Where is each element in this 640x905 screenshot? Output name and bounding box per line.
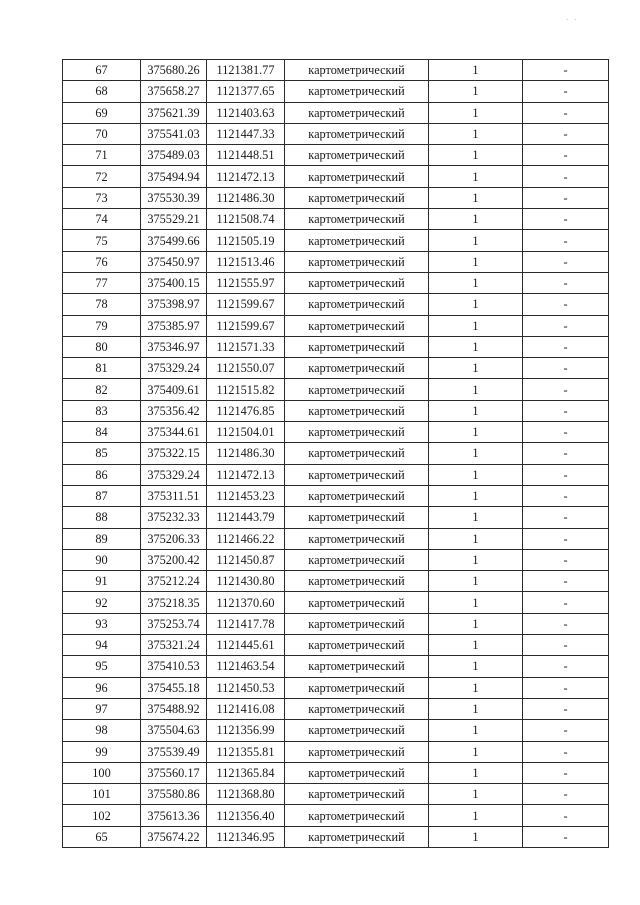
accuracy-cell: 1 — [429, 60, 523, 81]
accuracy-cell: 1 — [429, 251, 523, 272]
table-row — [63, 507, 609, 528]
accuracy-cell: 1 — [429, 209, 523, 230]
table-row — [63, 443, 609, 464]
accuracy-cell: 1 — [429, 741, 523, 762]
point-number-cell: 88 — [63, 507, 141, 528]
table-row — [63, 464, 609, 485]
method-cell: картометрический — [285, 698, 429, 719]
y-coordinate-cell: 1121486.30 — [207, 443, 285, 464]
method-cell: картометрический — [285, 145, 429, 166]
x-coordinate-cell: 375329.24 — [141, 358, 207, 379]
note-cell: - — [523, 336, 609, 357]
note-cell: - — [523, 60, 609, 81]
table-row — [63, 677, 609, 698]
note-cell: - — [523, 294, 609, 315]
y-coordinate-cell: 1121515.82 — [207, 379, 285, 400]
note-cell: - — [523, 528, 609, 549]
method-cell: картометрический — [285, 720, 429, 741]
x-coordinate-cell: 375539.49 — [141, 741, 207, 762]
method-cell: картометрический — [285, 592, 429, 613]
method-cell: картометрический — [285, 358, 429, 379]
method-cell: картометрический — [285, 677, 429, 698]
accuracy-cell: 1 — [429, 592, 523, 613]
method-cell: картометрический — [285, 400, 429, 421]
point-number-cell: 65 — [63, 826, 141, 847]
note-cell: - — [523, 166, 609, 187]
y-coordinate-cell: 1121356.40 — [207, 805, 285, 826]
method-cell: картометрический — [285, 102, 429, 123]
point-number-cell: 97 — [63, 698, 141, 719]
x-coordinate-cell: 375311.51 — [141, 485, 207, 506]
table-row — [63, 805, 609, 826]
y-coordinate-cell: 1121416.08 — [207, 698, 285, 719]
y-coordinate-cell: 1121355.81 — [207, 741, 285, 762]
note-cell: - — [523, 422, 609, 443]
point-number-cell: 91 — [63, 571, 141, 592]
point-number-cell: 68 — [63, 81, 141, 102]
method-cell: картометрический — [285, 826, 429, 847]
x-coordinate-cell: 375398.97 — [141, 294, 207, 315]
y-coordinate-cell: 1121450.53 — [207, 677, 285, 698]
accuracy-cell: 1 — [429, 805, 523, 826]
x-coordinate-cell: 375346.97 — [141, 336, 207, 357]
table-row — [63, 741, 609, 762]
y-coordinate-cell: 1121403.63 — [207, 102, 285, 123]
note-cell: - — [523, 762, 609, 783]
method-cell: картометрический — [285, 528, 429, 549]
table-row — [63, 60, 609, 81]
y-coordinate-cell: 1121550.07 — [207, 358, 285, 379]
point-number-cell: 98 — [63, 720, 141, 741]
y-coordinate-cell: 1121377.65 — [207, 81, 285, 102]
table-row — [63, 187, 609, 208]
accuracy-cell: 1 — [429, 81, 523, 102]
y-coordinate-cell: 1121472.13 — [207, 166, 285, 187]
point-number-cell: 80 — [63, 336, 141, 357]
method-cell: картометрический — [285, 613, 429, 634]
point-number-cell: 92 — [63, 592, 141, 613]
point-number-cell: 83 — [63, 400, 141, 421]
point-number-cell: 100 — [63, 762, 141, 783]
note-cell: - — [523, 272, 609, 293]
x-coordinate-cell: 375232.33 — [141, 507, 207, 528]
point-number-cell: 82 — [63, 379, 141, 400]
x-coordinate-cell: 375329.24 — [141, 464, 207, 485]
note-cell: - — [523, 613, 609, 634]
table-row — [63, 336, 609, 357]
method-cell: картометрический — [285, 485, 429, 506]
table-row — [63, 656, 609, 677]
x-coordinate-cell: 375504.63 — [141, 720, 207, 741]
x-coordinate-cell: 375613.36 — [141, 805, 207, 826]
accuracy-cell: 1 — [429, 294, 523, 315]
accuracy-cell: 1 — [429, 549, 523, 570]
note-cell: - — [523, 549, 609, 570]
point-number-cell: 95 — [63, 656, 141, 677]
table-row — [63, 358, 609, 379]
accuracy-cell: 1 — [429, 656, 523, 677]
note-cell: - — [523, 571, 609, 592]
method-cell: картометрический — [285, 166, 429, 187]
x-coordinate-cell: 375488.92 — [141, 698, 207, 719]
table-row — [63, 592, 609, 613]
method-cell: картометрический — [285, 315, 429, 336]
x-coordinate-cell: 375212.24 — [141, 571, 207, 592]
x-coordinate-cell: 375529.21 — [141, 209, 207, 230]
point-number-cell: 72 — [63, 166, 141, 187]
method-cell: картометрический — [285, 187, 429, 208]
method-cell: картометрический — [285, 81, 429, 102]
x-coordinate-cell: 375321.24 — [141, 635, 207, 656]
method-cell: картометрический — [285, 336, 429, 357]
x-coordinate-cell: 375450.97 — [141, 251, 207, 272]
y-coordinate-cell: 1121447.33 — [207, 123, 285, 144]
point-number-cell: 74 — [63, 209, 141, 230]
table-row — [63, 571, 609, 592]
note-cell: - — [523, 677, 609, 698]
accuracy-cell: 1 — [429, 272, 523, 293]
x-coordinate-cell: 375410.53 — [141, 656, 207, 677]
y-coordinate-cell: 1121370.60 — [207, 592, 285, 613]
table-row — [63, 272, 609, 293]
accuracy-cell: 1 — [429, 762, 523, 783]
accuracy-cell: 1 — [429, 613, 523, 634]
point-number-cell: 85 — [63, 443, 141, 464]
y-coordinate-cell: 1121356.99 — [207, 720, 285, 741]
x-coordinate-cell: 375356.42 — [141, 400, 207, 421]
x-coordinate-cell: 375385.97 — [141, 315, 207, 336]
table-row — [63, 81, 609, 102]
x-coordinate-cell: 375541.03 — [141, 123, 207, 144]
accuracy-cell: 1 — [429, 315, 523, 336]
x-coordinate-cell: 375322.15 — [141, 443, 207, 464]
point-number-cell: 78 — [63, 294, 141, 315]
y-coordinate-cell: 1121368.80 — [207, 784, 285, 805]
point-number-cell: 86 — [63, 464, 141, 485]
y-coordinate-cell: 1121463.54 — [207, 656, 285, 677]
point-number-cell: 79 — [63, 315, 141, 336]
accuracy-cell: 1 — [429, 698, 523, 719]
accuracy-cell: 1 — [429, 784, 523, 805]
accuracy-cell: 1 — [429, 677, 523, 698]
accuracy-cell: 1 — [429, 102, 523, 123]
method-cell: картометрический — [285, 656, 429, 677]
x-coordinate-cell: 375206.33 — [141, 528, 207, 549]
y-coordinate-cell: 1121346.95 — [207, 826, 285, 847]
table-row — [63, 123, 609, 144]
point-number-cell: 70 — [63, 123, 141, 144]
x-coordinate-cell: 375218.35 — [141, 592, 207, 613]
table-row — [63, 294, 609, 315]
table-body — [63, 60, 609, 848]
accuracy-cell: 1 — [429, 443, 523, 464]
y-coordinate-cell: 1121430.80 — [207, 571, 285, 592]
table-row — [63, 720, 609, 741]
note-cell: - — [523, 635, 609, 656]
y-coordinate-cell: 1121365.84 — [207, 762, 285, 783]
scan-mark: · · — [566, 16, 579, 24]
method-cell: картометрический — [285, 464, 429, 485]
point-number-cell: 81 — [63, 358, 141, 379]
accuracy-cell: 1 — [429, 123, 523, 144]
note-cell: - — [523, 741, 609, 762]
note-cell: - — [523, 826, 609, 847]
x-coordinate-cell: 375530.39 — [141, 187, 207, 208]
method-cell: картометрический — [285, 272, 429, 293]
note-cell: - — [523, 507, 609, 528]
table-row — [63, 613, 609, 634]
accuracy-cell: 1 — [429, 379, 523, 400]
table-row — [63, 166, 609, 187]
point-number-cell: 71 — [63, 145, 141, 166]
table-row — [63, 145, 609, 166]
method-cell: картометрический — [285, 230, 429, 251]
note-cell: - — [523, 145, 609, 166]
note-cell: - — [523, 592, 609, 613]
note-cell: - — [523, 102, 609, 123]
note-cell: - — [523, 400, 609, 421]
method-cell: картометрический — [285, 571, 429, 592]
x-coordinate-cell: 375499.66 — [141, 230, 207, 251]
note-cell: - — [523, 251, 609, 272]
table-row — [63, 422, 609, 443]
table-row — [63, 230, 609, 251]
method-cell: картометрический — [285, 805, 429, 826]
accuracy-cell: 1 — [429, 464, 523, 485]
y-coordinate-cell: 1121472.13 — [207, 464, 285, 485]
accuracy-cell: 1 — [429, 422, 523, 443]
y-coordinate-cell: 1121555.97 — [207, 272, 285, 293]
accuracy-cell: 1 — [429, 485, 523, 506]
x-coordinate-cell: 375455.18 — [141, 677, 207, 698]
point-number-cell: 73 — [63, 187, 141, 208]
point-number-cell: 87 — [63, 485, 141, 506]
table-row — [63, 485, 609, 506]
x-coordinate-cell: 375580.86 — [141, 784, 207, 805]
method-cell: картометрический — [285, 60, 429, 81]
accuracy-cell: 1 — [429, 166, 523, 187]
x-coordinate-cell: 375658.27 — [141, 81, 207, 102]
table-row — [63, 762, 609, 783]
y-coordinate-cell: 1121381.77 — [207, 60, 285, 81]
method-cell: картометрический — [285, 294, 429, 315]
note-cell: - — [523, 187, 609, 208]
table-row — [63, 315, 609, 336]
y-coordinate-cell: 1121504.01 — [207, 422, 285, 443]
y-coordinate-cell: 1121508.74 — [207, 209, 285, 230]
y-coordinate-cell: 1121448.51 — [207, 145, 285, 166]
note-cell: - — [523, 230, 609, 251]
method-cell: картометрический — [285, 635, 429, 656]
point-number-cell: 84 — [63, 422, 141, 443]
note-cell: - — [523, 656, 609, 677]
method-cell: картометрический — [285, 762, 429, 783]
accuracy-cell: 1 — [429, 507, 523, 528]
x-coordinate-cell: 375200.42 — [141, 549, 207, 570]
x-coordinate-cell: 375680.26 — [141, 60, 207, 81]
note-cell: - — [523, 209, 609, 230]
accuracy-cell: 1 — [429, 336, 523, 357]
table-row — [63, 784, 609, 805]
y-coordinate-cell: 1121466.22 — [207, 528, 285, 549]
method-cell: картометрический — [285, 123, 429, 144]
note-cell: - — [523, 379, 609, 400]
point-number-cell: 102 — [63, 805, 141, 826]
point-number-cell: 99 — [63, 741, 141, 762]
x-coordinate-cell: 375621.39 — [141, 102, 207, 123]
accuracy-cell: 1 — [429, 571, 523, 592]
note-cell: - — [523, 123, 609, 144]
y-coordinate-cell: 1121453.23 — [207, 485, 285, 506]
point-number-cell: 94 — [63, 635, 141, 656]
x-coordinate-cell: 375560.17 — [141, 762, 207, 783]
y-coordinate-cell: 1121417.78 — [207, 613, 285, 634]
note-cell: - — [523, 805, 609, 826]
table-row — [63, 549, 609, 570]
method-cell: картометрический — [285, 784, 429, 805]
point-number-cell: 69 — [63, 102, 141, 123]
accuracy-cell: 1 — [429, 187, 523, 208]
accuracy-cell: 1 — [429, 400, 523, 421]
method-cell: картометрический — [285, 209, 429, 230]
coordinates-table — [62, 59, 609, 848]
y-coordinate-cell: 1121443.79 — [207, 507, 285, 528]
table-row — [63, 635, 609, 656]
note-cell: - — [523, 464, 609, 485]
y-coordinate-cell: 1121486.30 — [207, 187, 285, 208]
point-number-cell: 90 — [63, 549, 141, 570]
note-cell: - — [523, 720, 609, 741]
note-cell: - — [523, 81, 609, 102]
y-coordinate-cell: 1121505.19 — [207, 230, 285, 251]
method-cell: картометрический — [285, 507, 429, 528]
point-number-cell: 101 — [63, 784, 141, 805]
accuracy-cell: 1 — [429, 826, 523, 847]
note-cell: - — [523, 358, 609, 379]
method-cell: картометрический — [285, 379, 429, 400]
point-number-cell: 93 — [63, 613, 141, 634]
point-number-cell: 77 — [63, 272, 141, 293]
table-row — [63, 251, 609, 272]
accuracy-cell: 1 — [429, 635, 523, 656]
table-row — [63, 209, 609, 230]
y-coordinate-cell: 1121599.67 — [207, 315, 285, 336]
y-coordinate-cell: 1121450.87 — [207, 549, 285, 570]
method-cell: картометрический — [285, 549, 429, 570]
method-cell: картометрический — [285, 741, 429, 762]
accuracy-cell: 1 — [429, 230, 523, 251]
x-coordinate-cell: 375400.15 — [141, 272, 207, 293]
table-row — [63, 528, 609, 549]
x-coordinate-cell: 375253.74 — [141, 613, 207, 634]
y-coordinate-cell: 1121513.46 — [207, 251, 285, 272]
point-number-cell: 89 — [63, 528, 141, 549]
accuracy-cell: 1 — [429, 145, 523, 166]
y-coordinate-cell: 1121445.61 — [207, 635, 285, 656]
note-cell: - — [523, 698, 609, 719]
table-row — [63, 379, 609, 400]
accuracy-cell: 1 — [429, 528, 523, 549]
point-number-cell: 76 — [63, 251, 141, 272]
x-coordinate-cell: 375674.22 — [141, 826, 207, 847]
method-cell: картометрический — [285, 251, 429, 272]
method-cell: картометрический — [285, 443, 429, 464]
table-row — [63, 698, 609, 719]
x-coordinate-cell: 375344.61 — [141, 422, 207, 443]
x-coordinate-cell: 375489.03 — [141, 145, 207, 166]
point-number-cell: 67 — [63, 60, 141, 81]
note-cell: - — [523, 443, 609, 464]
table-row — [63, 400, 609, 421]
table-row — [63, 102, 609, 123]
table-row — [63, 826, 609, 847]
y-coordinate-cell: 1121571.33 — [207, 336, 285, 357]
note-cell: - — [523, 315, 609, 336]
note-cell: - — [523, 485, 609, 506]
x-coordinate-cell: 375409.61 — [141, 379, 207, 400]
point-number-cell: 75 — [63, 230, 141, 251]
note-cell: - — [523, 784, 609, 805]
accuracy-cell: 1 — [429, 720, 523, 741]
point-number-cell: 96 — [63, 677, 141, 698]
method-cell: картометрический — [285, 422, 429, 443]
y-coordinate-cell: 1121599.67 — [207, 294, 285, 315]
y-coordinate-cell: 1121476.85 — [207, 400, 285, 421]
x-coordinate-cell: 375494.94 — [141, 166, 207, 187]
accuracy-cell: 1 — [429, 358, 523, 379]
